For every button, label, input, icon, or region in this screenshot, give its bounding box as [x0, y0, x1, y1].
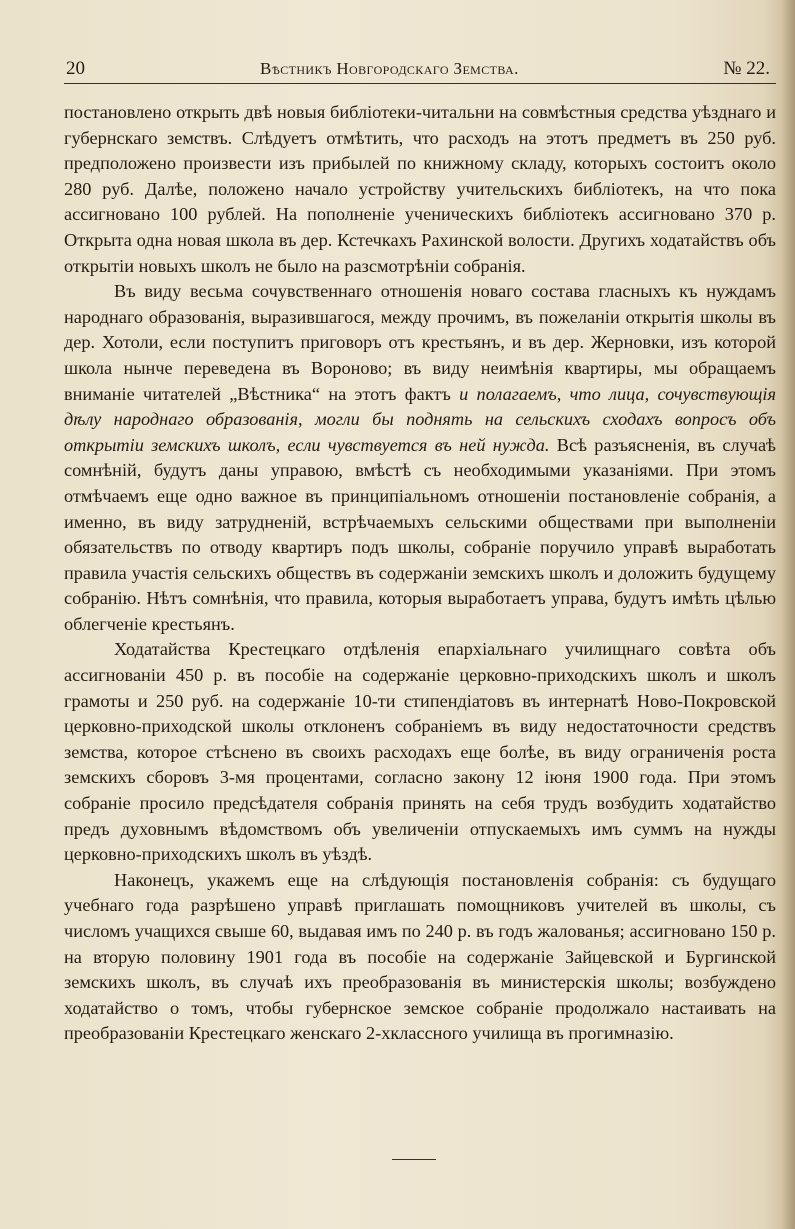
page-edge-shadow — [781, 0, 795, 1229]
running-title: Вѣстникъ Новгородскаго Земства. — [260, 59, 519, 78]
paragraph-1: постановлено открыть двѣ новыя библіотеки-читальни на совмѣстныя средства уѣзднаго и губернскаго земствъ. Слѣдуетъ отмѣтить, что расходъ на этотъ предметъ въ 250 руб. предположено произвести изъ прибылей по книжному складу, которыхъ состоитъ около 280 руб. Далѣе, положено начало устройству учительскихъ библіотекъ, на что пока ассигновано 100 рублей. На пополненіе ученическихъ библіотекъ ассигновано 370 р. Открыта одна новая школа въ дер. Кстечкахъ Рахинской волости. Другихъ ходатайствъ объ открытіи новыхъ школъ не было на разсмотрѣніи собранія. — [64, 102, 776, 276]
paragraph-4: Наконецъ, укажемъ еще на слѣдующія постановленія собранія: съ будущаго учебнаго года разрѣшено управѣ приглашать помощниковъ учителей въ школы, съ числомъ учащихся свыше 60, выдавая имъ по 240 р. въ годъ жалованья; ассигновано 150 р. на вторую половину 1901 года въ пособіе на содержаніе Зайцевской и Бургинской земскихъ школъ, въ случаѣ ихъ преобразованія въ министерскія школы; возбуждено ходатайство о томъ, чтобы губернское земское собраніе продолжало настаивать на преобразованіи Крестецкаго женскаго 2-хклассного училища въ прогимназію. — [64, 869, 776, 1044]
header-rule — [64, 83, 776, 84]
paragraph-2-italic: и полагаемъ, что лица, сочувствующія дѣлу народнаго образованія, могли бы поднять на сельскихъ сходахъ вопросъ объ открытіи земскихъ школъ, если чувствуется въ ней нужда. — [64, 383, 777, 455]
paragraph-2-text-b: Всѣ разъясненія, въ случаѣ сомнѣній, будутъ даны управою, вмѣстѣ съ необходимыми указаніями. При этомъ отмѣчаемъ еще одно важное въ принципіальномъ отношеніи постановленіе собранія, а именно, въ виду затрудненій, встрѣчаемыхъ сельскими обществами при выполненіи обязательствъ по отводу квартиръ подъ школы, собраніе поручило управѣ выработать правила участія сельскихъ обществъ въ содержаніи земскихъ школъ и доложить будущему собранію. Нѣтъ сомнѣнія, что правила, которыя выработаетъ управа, будутъ имѣть цѣлью облегченіе крестьянъ. — [64, 434, 776, 634]
paragraph-2 — [64, 279, 776, 637]
issue-number: № 22. — [723, 58, 770, 79]
paragraph-3: Ходатайства Крестецкаго отдѣленія епархіальнаго училищнаго совѣта объ ассигнованіи 450 р. въ пособіе на содержаніе церковно-приходскихъ школъ и школъ грамоты и 250 руб. на содержаніе 10-ти стипендіатовъ въ интернатѣ Ново-Покровской церковно-приходской школы отклоненъ собраніемъ въ виду недостаточности средствъ земства, которое стѣснено въ своихъ расходахъ еще болѣе, въ виду ограниченія роста земскихъ сборовъ 3-мя процентами, согласно закону 12 іюня 1900 года. При этомъ собраніе просило предсѣдателя собранія принять на себя трудъ возбудить ходатайство предъ духовнымъ вѣдомствомъ объ увеличеніи отпускаемыхъ имъ суммъ на нужды церковно-приходскихъ школъ въ уѣздѣ. — [64, 639, 776, 865]
page-number: 20 — [66, 58, 85, 79]
end-rule — [392, 1159, 436, 1160]
running-header — [64, 56, 776, 82]
paragraph-2-text-a: Въ виду весьма сочувственнаго отношенія новаго состава гласныхъ къ нуждамъ народнаго образованія, выразившагося, между прочимъ, въ пожеланіи открытія школы въ дер. Хотоли, если поступитъ приговоръ отъ крестьянъ, и въ дер. Жерновки, изъ которой школа нынче переведена въ Вороново; въ виду неимѣнія квартиры, мы обращаемъ вниманіе читателей „Вѣстника“ на этотъ фактъ — [64, 281, 776, 404]
article-body — [64, 100, 776, 1047]
